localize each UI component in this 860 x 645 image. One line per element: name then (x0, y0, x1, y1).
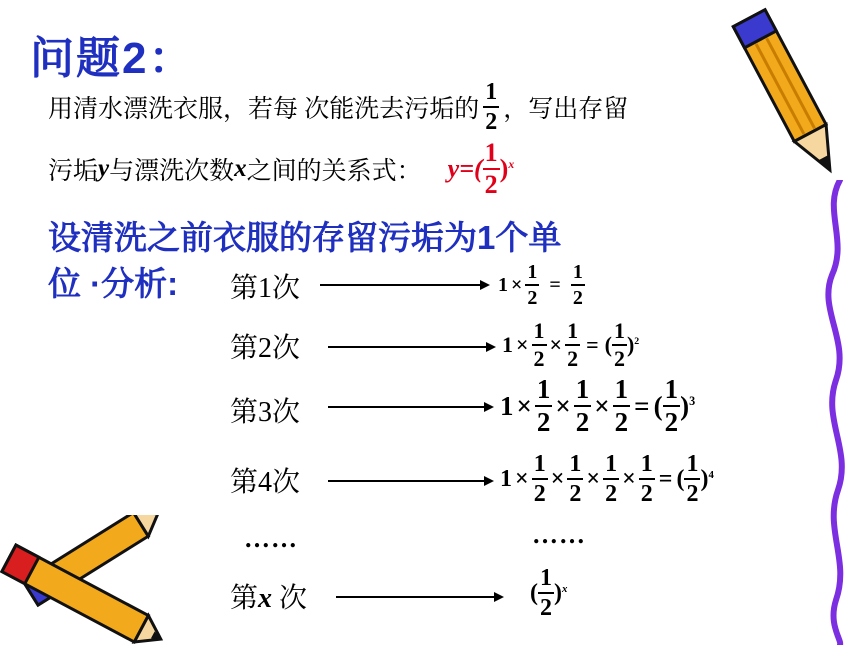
fraction-numerator: 1 (574, 376, 592, 407)
exponent: 4 (708, 468, 714, 481)
expression-step-2 (502, 320, 639, 370)
fraction-half (565, 320, 580, 370)
times-sign: × (594, 390, 610, 421)
formula-lhs: y=( (447, 154, 483, 183)
fraction-denominator: 2 (485, 109, 498, 135)
formula-denominator: 2 (484, 170, 498, 199)
fraction-denominator: 2 (640, 481, 653, 507)
fraction-numerator: 1 (538, 566, 554, 594)
arrow-step-2 (328, 346, 494, 348)
right-paren: ) (554, 579, 562, 606)
power-base-fraction (684, 452, 700, 506)
fraction-numerator: 1 (535, 376, 553, 407)
fraction-half (603, 452, 619, 506)
power-base-fraction (612, 320, 627, 370)
problem-line-2 (48, 140, 514, 198)
times-sign: × (549, 332, 563, 357)
fraction-denominator: 2 (533, 481, 546, 507)
equals-sign: = (634, 390, 650, 421)
fraction-half (532, 320, 547, 370)
formula-rparen: ) (499, 154, 509, 183)
fraction-denominator: 2 (605, 481, 618, 507)
fraction-numerator: 1 (663, 376, 681, 407)
formula-exponent: x (508, 157, 515, 171)
fraction-half (535, 376, 553, 436)
fraction-half (574, 376, 592, 436)
variable-x: x (234, 155, 247, 182)
pencils-bottom-left-icon (0, 515, 180, 645)
left-paren: ( (676, 465, 685, 492)
result-denominator: 2 (572, 287, 583, 309)
problem-text-d: 与漂洗次数 (109, 158, 235, 185)
fraction-numerator: 1 (532, 452, 548, 480)
step-label-x (230, 576, 307, 616)
variable-y: y (98, 155, 110, 182)
relation-formula (448, 140, 515, 198)
ellipsis-left: …… (244, 524, 298, 553)
fraction-numerator: 1 (565, 320, 580, 346)
lead-one: 1 (500, 390, 514, 421)
fraction-denominator: 2 (533, 346, 545, 371)
fraction-numerator: 1 (567, 452, 583, 480)
fraction-numerator: 1 (612, 320, 627, 346)
expression-step-x (530, 566, 567, 620)
pencil-top-right-icon (720, 0, 860, 190)
step-label-1: 第1次 (230, 273, 301, 304)
exponent: 3 (689, 393, 696, 408)
arrow-step-1 (320, 284, 488, 286)
equals-sign: = (586, 332, 599, 357)
arrow-step-4 (328, 480, 492, 482)
times-sign: × (511, 273, 523, 296)
lead-one: 1 (500, 465, 512, 492)
fraction-half (483, 80, 499, 134)
step-label-prefix: 第 (230, 583, 259, 614)
fraction-denominator: 2 (686, 481, 699, 507)
fraction-numerator: 1 (639, 452, 655, 480)
problem-text-b: ，写出存留 (503, 96, 629, 123)
problem-text-e: 之间的关系式： (246, 158, 422, 185)
problem-text-a: 用清水漂洗衣服，若每 次能洗去污垢的 (48, 96, 480, 123)
fraction-half (567, 452, 583, 506)
expression-step-4 (500, 452, 714, 506)
lead-one: 1 (502, 332, 513, 357)
fraction-half (525, 262, 539, 308)
result-fraction (571, 262, 585, 308)
problem-line-1 (48, 80, 628, 134)
power-base-fraction (663, 376, 681, 436)
right-paren: ) (680, 390, 690, 421)
page-title: 问题2： (30, 34, 195, 83)
fraction-numerator: 1 (483, 80, 499, 108)
fraction-half (613, 376, 631, 436)
formula-fraction (483, 140, 500, 198)
fraction-numerator: 1 (525, 262, 539, 286)
times-sign: × (555, 390, 571, 421)
equals-sign: = (549, 273, 561, 296)
times-sign: × (550, 465, 565, 492)
right-paren: ) (626, 332, 635, 357)
fraction-numerator: 1 (684, 452, 700, 480)
ellipsis-right: …… (532, 520, 586, 549)
times-sign: × (516, 332, 529, 357)
fraction-numerator: 1 (613, 376, 631, 407)
fraction-denominator: 2 (527, 287, 538, 309)
fraction-denominator: 2 (536, 407, 551, 437)
fraction-denominator: 2 (613, 346, 625, 371)
result-numerator: 1 (571, 262, 585, 286)
fraction-numerator: 1 (532, 320, 547, 346)
left-paren: ( (653, 390, 663, 421)
times-sign: × (586, 465, 601, 492)
power-base-fraction (538, 566, 554, 620)
times-sign: × (622, 465, 636, 492)
step-label-3: 第3次 (230, 397, 301, 428)
right-paren: ) (700, 465, 709, 492)
arrow-step-x (336, 596, 502, 598)
equals-sign: = (658, 465, 673, 492)
analysis-heading-line-2: 位 ·分析: (48, 265, 179, 302)
exponent: 2 (634, 335, 640, 347)
squiggle-line-icon (818, 180, 858, 645)
exponent: x (562, 582, 568, 595)
expression-step-3 (500, 376, 695, 436)
fraction-half (639, 452, 655, 506)
times-sign: × (515, 465, 529, 492)
analysis-heading-line-1: 设清洗之前衣服的存留污垢为1个单 (48, 219, 562, 256)
arrow-step-3 (328, 406, 492, 408)
problem-text-c: 污垢 (48, 158, 99, 185)
left-paren: ( (604, 332, 612, 357)
fraction-denominator: 2 (664, 407, 679, 437)
fraction-half (532, 452, 548, 506)
fraction-denominator: 2 (614, 407, 629, 437)
formula-numerator: 1 (483, 140, 500, 170)
fraction-denominator: 2 (569, 481, 582, 507)
lead-one: 1 (498, 273, 508, 296)
fraction-denominator: 2 (567, 346, 579, 371)
fraction-numerator: 1 (603, 452, 619, 480)
variable-x: x (258, 583, 273, 614)
fraction-denominator: 2 (540, 595, 552, 621)
step-label-4: 第4次 (230, 467, 301, 498)
times-sign: × (516, 390, 532, 421)
step-label-suffix: 次 (272, 583, 308, 614)
fraction-denominator: 2 (575, 407, 590, 437)
left-paren: ( (530, 579, 538, 606)
step-label-2: 第2次 (230, 333, 301, 364)
expression-step-1 (498, 262, 585, 308)
